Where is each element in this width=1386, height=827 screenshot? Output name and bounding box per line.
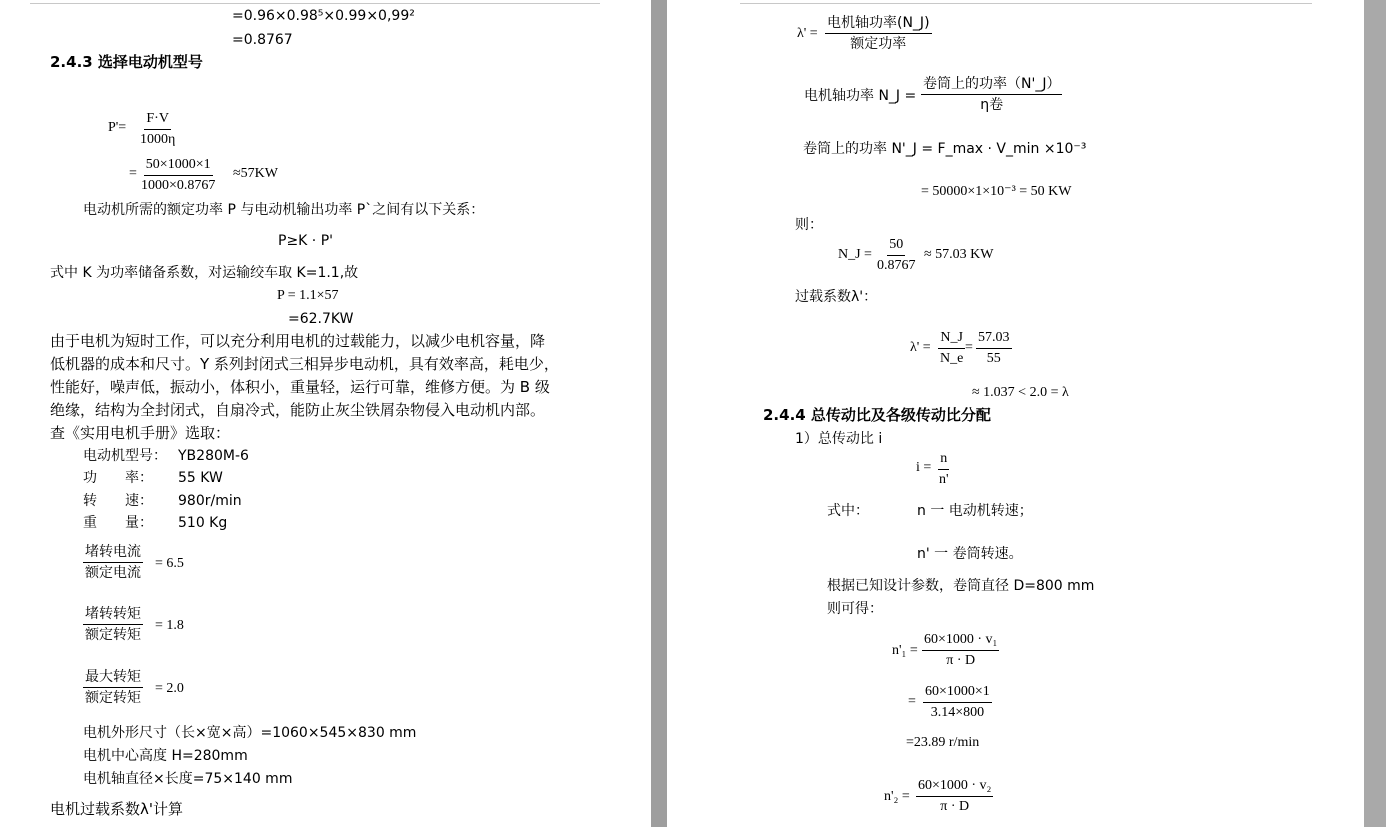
p-calc-line-2: =62.7KW (288, 311, 354, 327)
lambda-def-denominator: 额定功率 (850, 36, 907, 52)
n2-formula-denominator: π · D (940, 799, 970, 814)
ratio-numerator: 堵转转矩 (83, 605, 143, 625)
total-ratio-label: 1）总传动比 i (795, 431, 883, 447)
lambda-calc-fraction-2 (976, 329, 1012, 368)
paragraph-line: 查《实用电机手册》选取： (50, 424, 231, 442)
power-calc-fraction (139, 156, 217, 195)
document-page-left (0, 0, 651, 827)
ratio-numerator: 最大转矩 (83, 668, 143, 688)
nj-calc-denominator: 0.8767 (877, 258, 916, 273)
lambda-calc-numerator-2: 57.03 (976, 329, 1012, 349)
n1-formula-numerator: 60×1000 · v₁ (922, 631, 999, 651)
lambda-calc-denominator-1: N_e (940, 351, 964, 366)
ratio-value-current: = 6.5 (155, 556, 184, 571)
i-formula-denominator: n' (939, 472, 949, 487)
n1-calc-denominator: 3.14×800 (930, 705, 985, 720)
section-heading-2-4-3: 2.4.3 选择电动机型号 (50, 53, 203, 71)
dimension-line: 电机外形尺寸（长×宽×高）=1060×545×830 mm (83, 725, 417, 741)
ratio-value-max-torque: = 2.0 (155, 681, 184, 696)
where-label: 式中： (827, 503, 869, 519)
relation-formula: P≥K · P' (278, 233, 333, 249)
where-n-prime: n' 一 卷筒转速。 (917, 546, 1023, 562)
ratio-numerator: 堵转电流 (83, 543, 143, 563)
nj-calc-result: ≈ 57.03 KW (924, 247, 994, 262)
power-calc-denominator: 1000×0.8767 (141, 178, 216, 193)
njp-calc: = 50000×1×10⁻³ = 50 KW (921, 184, 1072, 199)
nj-def-denominator: η卷 (980, 97, 1004, 113)
power-formula-denominator: 1000η (140, 132, 176, 147)
spec-value-weight: 510 Kg (178, 515, 228, 531)
efficiency-line-1: =0.96×0.98⁵×0.99×0,99² (232, 8, 415, 24)
paragraph-line: 低机器的成本和尺寸。Y 系列封闭式三相异步电动机，具有效率高，耗电少， (50, 355, 559, 373)
k-coefficient-text: 式中 K 为功率储备系数，对运输绞车取 K=1.1,故 (50, 265, 359, 281)
n2-formula-numerator: 60×1000 · v₂ (916, 777, 993, 797)
n1-calc-numerator: 60×1000×1 (923, 683, 992, 703)
spec-label-speed: 转 速： (83, 493, 153, 509)
ratio-denominator: 额定转矩 (85, 627, 141, 643)
dimension-line: 电机轴直径×长度=75×140 mm (83, 771, 293, 787)
nj-def-lhs: 电机轴功率 N_J = (804, 88, 917, 104)
ratio-denominator: 额定转矩 (85, 690, 141, 706)
nj-calc-lhs: N_J = (838, 247, 872, 262)
document-page-right (667, 0, 1364, 827)
ratio-fraction-torque (83, 605, 143, 644)
i-formula-numerator: n (938, 450, 949, 470)
spec-value-model: YB280M-6 (178, 448, 249, 464)
n1-formula-lhs: n'₁ = (892, 643, 918, 658)
section-heading-2-4-4: 2.4.4 总传动比及各级传动比分配 (763, 406, 991, 424)
page-gap (651, 0, 667, 827)
page-top-rule (740, 3, 1312, 4)
ratio-fraction-current (83, 543, 143, 582)
power-formula-lhs: P'= (108, 120, 127, 135)
drum-diameter-text: 根据已知设计参数，卷筒直径 D=800 mm (827, 578, 1095, 594)
n2-formula-lhs: n'₂ = (884, 789, 910, 804)
power-calc-eq: = (129, 166, 137, 181)
window-right-margin (1364, 0, 1386, 827)
lambda-def-lhs: λ' = (797, 26, 818, 41)
lambda-calc-numerator-1: N_J (938, 329, 965, 349)
overload-calc-title: 电机过载系数λ'计算 (50, 800, 184, 818)
spec-value-power: 55 KW (178, 470, 223, 486)
n2-formula-fraction (916, 777, 993, 816)
lambda-def-fraction (825, 14, 932, 53)
i-formula-lhs: i = (916, 460, 932, 475)
n1-formula-fraction (922, 631, 999, 670)
lambda-calc-fraction-1 (938, 329, 965, 368)
efficiency-line-2: =0.8767 (232, 32, 293, 48)
n1-calc-eq: = (908, 694, 916, 709)
n1-formula-denominator: π · D (946, 653, 976, 668)
lambda-calc-eq: = (965, 340, 973, 355)
power-calc-numerator: 50×1000×1 (144, 156, 213, 176)
where-n: n 一 电动机转速； (917, 503, 1033, 519)
n1-result: =23.89 r/min (906, 735, 980, 750)
ratio-value-torque: = 1.8 (155, 618, 184, 633)
nj-calc-fraction (875, 236, 918, 275)
then-label: 则： (795, 217, 823, 233)
n1-calc-fraction (923, 683, 992, 722)
paragraph-line: 由于电机为短时工作，可以充分利用电机的过载能力，以减少电机容量，降 (50, 332, 546, 350)
overload-label: 过载系数λ'： (795, 289, 878, 305)
lambda-result: ≈ 1.037 < 2.0 = λ (972, 385, 1069, 400)
lambda-def-numerator: 电机轴功率(N_J) (825, 14, 932, 34)
relation-text: 电动机所需的额定功率 P 与电动机输出功率 P`之间有以下关系： (83, 202, 485, 218)
lambda-calc-lhs: λ' = (910, 340, 931, 355)
nj-def-fraction (921, 75, 1062, 114)
paragraph-line: 绝缘，结构为全封闭式，自扇冷式，能防止灰尘铁屑杂物侵入电动机内部。 (50, 401, 546, 419)
njp-def: 卷筒上的功率 N'_J = F_max · V_min ×10⁻³ (803, 141, 1087, 157)
power-calc-result: ≈57KW (233, 166, 279, 181)
dimension-line: 电机中心高度 H=280mm (83, 748, 248, 764)
spec-value-speed: 980r/min (178, 493, 242, 509)
nj-def-numerator: 卷筒上的功率（N'_J） (921, 75, 1062, 95)
spec-label-weight: 重 量： (83, 515, 153, 531)
power-formula-numerator: F·V (144, 110, 171, 130)
then-get-label: 则可得： (827, 601, 883, 617)
p-calc-line-1: P = 1.1×57 (277, 288, 339, 303)
paragraph-line: 性能好，噪声低，振动小，体积小，重量轻，运行可靠，维修方便。为 B 级 (50, 378, 550, 396)
ratio-denominator: 额定电流 (85, 565, 141, 581)
lambda-calc-denominator-2: 55 (986, 351, 1001, 366)
spec-label-model: 电动机型号： (83, 448, 167, 464)
nj-calc-numerator: 50 (887, 236, 905, 256)
page-top-rule (30, 3, 600, 4)
i-formula-fraction (937, 450, 951, 489)
ratio-fraction-max-torque (83, 668, 143, 707)
power-formula-fraction (138, 110, 177, 149)
spec-label-power: 功 率： (83, 470, 153, 486)
